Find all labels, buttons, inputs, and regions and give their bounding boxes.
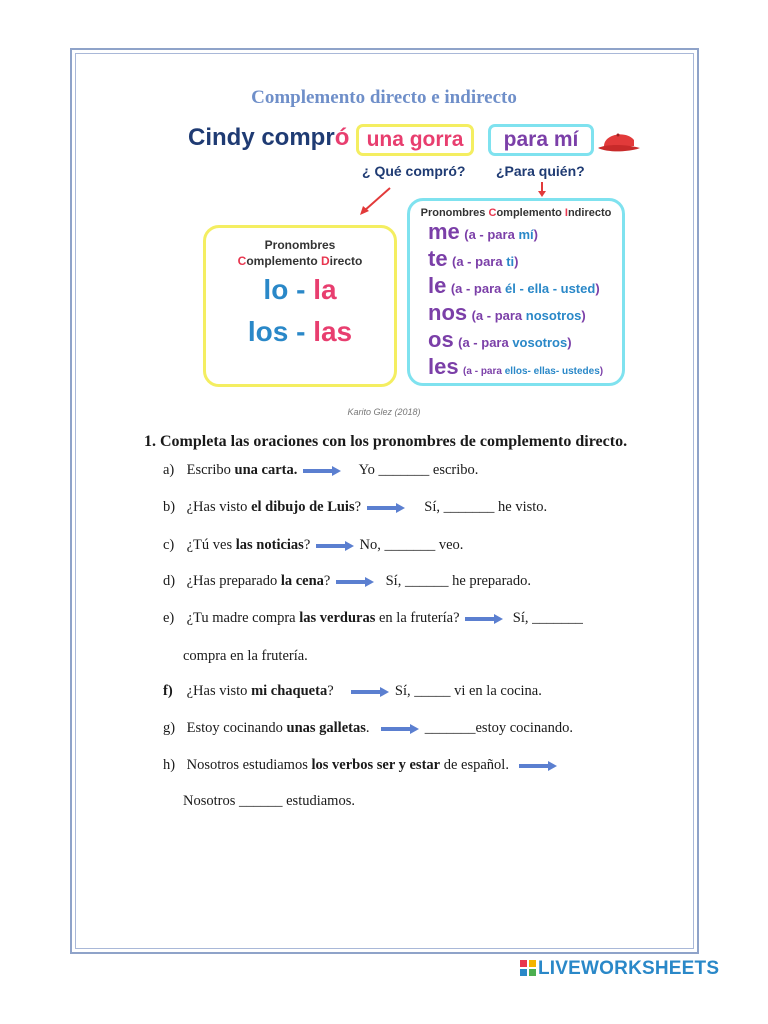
answer-sentence: Sí, _______ he visto. <box>424 499 548 515</box>
logo-text: LIVEWORKSHEETS <box>538 958 720 979</box>
liveworksheets-logo-icon <box>520 960 536 976</box>
indirect-pronoun-row: les (a - para ellos- ellas- ustedes) <box>428 354 604 379</box>
question-indirect: ¿Para quién? <box>496 163 585 179</box>
direct-box-title-line1: Pronombres <box>264 238 336 252</box>
worksheet-title: Complemento directo e indirecto <box>251 87 517 108</box>
answer-sentence: Yo _______ escribo. <box>358 462 479 478</box>
arrow-right-icon <box>367 503 405 513</box>
exercise-item-d: d) ¿Has preparado la cena? Sí, ______ he preparado. <box>163 573 531 589</box>
indirect-pronoun-row: me (a - para mí) <box>428 219 538 244</box>
exercise-item-b: b) ¿Has visto el dibujo de Luis? Sí, _______ he visto. <box>163 499 548 515</box>
direct-pronouns-box <box>203 225 397 387</box>
indirect-box-title: Pronombres Complemento Indirecto <box>420 207 612 219</box>
indirect-pronoun-row: os (a - para vosotros) <box>428 327 572 352</box>
arrow-right-icon <box>316 541 354 551</box>
image-credit: Karito Glez (2018) <box>347 407 421 417</box>
arrow-right-icon <box>336 577 374 587</box>
indirect-pronouns-box <box>407 198 625 386</box>
exercise-heading: 1. Completa las oraciones con los pronombres de complemento directo. <box>144 433 628 450</box>
exercise-item-e: e) ¿Tu madre compra las verduras en la frutería? Sí, _______ <box>163 610 583 626</box>
exercise-item-c: c) ¿Tú ves las noticias? No, _______ veo. <box>163 537 464 553</box>
red-cap-icon <box>596 126 642 158</box>
exercise-item-h-continuation: Nosotros ______ estudiamos. <box>183 793 355 809</box>
arrow-right-icon <box>351 687 389 697</box>
direct-pronouns-singular: lo - la <box>263 274 337 305</box>
indirect-pronoun-row: nos (a - para nosotros) <box>428 300 586 325</box>
exercise-item-h: h) Nosotros estudiamos los verbos ser y estar de español. <box>163 757 559 774</box>
liveworksheets-logo <box>520 958 719 980</box>
answer-sentence: _______estoy cocinando. <box>424 720 573 736</box>
answer-sentence: Sí, ______ he preparado. <box>385 573 531 589</box>
arrow-right-icon <box>465 614 503 624</box>
answer-sentence: Sí, _______ <box>512 610 583 626</box>
direct-box-title-line2: Complemento Directo <box>237 254 363 268</box>
arrow-right-icon <box>519 761 557 771</box>
indirect-object-box: para mí <box>488 124 594 156</box>
exercise-item-g: g) Estoy cocinando unas galletas. _______estoy cocinando. <box>163 720 573 736</box>
direct-pronouns-plural: los - las <box>247 316 353 347</box>
exercise-item-e-continuation: compra en la frutería. <box>183 648 308 664</box>
arrow-right-icon <box>303 466 341 476</box>
answer-sentence: Sí, _____ vi en la cocina. <box>394 683 542 699</box>
exercise-item-a: a) Escribo una carta. Yo _______ escribo. <box>163 462 479 478</box>
answer-sentence: No, _______ veo. <box>359 537 464 553</box>
direct-object-box: una gorra <box>356 124 474 156</box>
indirect-pronoun-row: le (a - para él - ella - usted) <box>428 273 600 298</box>
example-subject: Cindy compró <box>188 124 350 151</box>
arrow-right-icon <box>381 724 419 734</box>
indirect-pronoun-row: te (a - para ti) <box>428 246 519 271</box>
exercise-item-f: f) ¿Has visto mi chaqueta? Sí, _____ vi en la cocina. <box>163 683 542 699</box>
question-direct: ¿ Qué compró? <box>362 163 466 179</box>
